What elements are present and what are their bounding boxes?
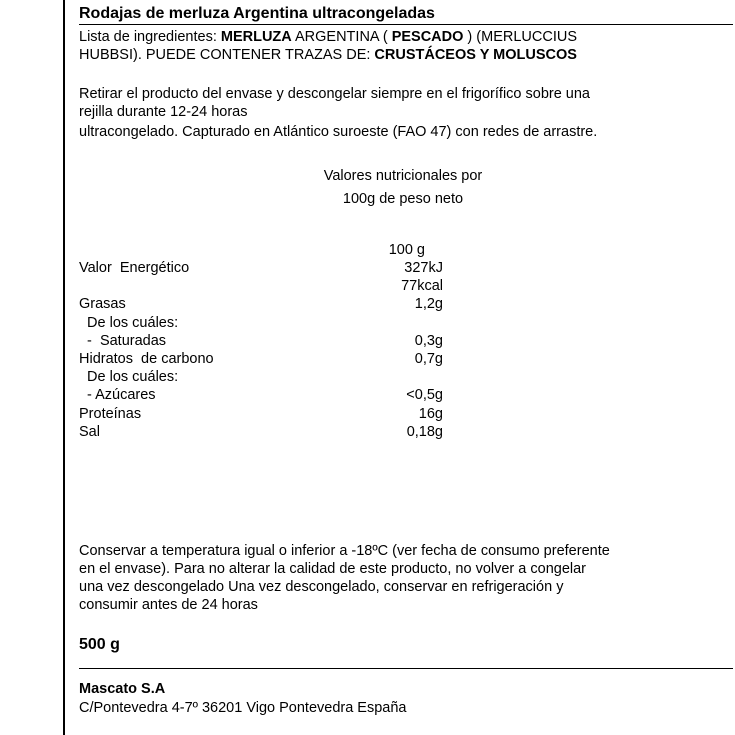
nutrition-column-header: 100 g [388, 242, 425, 258]
product-title: Rodajas de merluza Argentina ultracongeladas [79, 5, 435, 22]
nutrition-row-label: Hidratos de carbono [79, 351, 214, 367]
traces-prefix: HUBBSI). PUEDE CONTENER TRAZAS DE: [79, 47, 375, 63]
nutrition-row-label: De los cuáles: [79, 315, 179, 331]
nutrition-row-label: Grasas [79, 296, 126, 312]
ingredients-prefix: Lista de ingredientes: [79, 29, 221, 45]
nutrition-header-line-1: Valores nutricionales por [323, 168, 483, 184]
instructions-line-2: rejilla durante 12-24 horas [79, 104, 248, 120]
nutrition-row-value: 0,3g [414, 333, 443, 349]
nutrition-row-value: 327kJ [404, 260, 443, 276]
weight-divider [79, 668, 733, 669]
nutrition-header-line-2: 100g de peso neto [342, 191, 464, 207]
storage-line-4: consumir antes de 24 horas [79, 597, 258, 613]
nutrition-row-value: 1,2g [414, 296, 443, 312]
product-label [63, 0, 733, 735]
nutrition-row-value: 0,18g [406, 424, 443, 440]
storage-line-2: en el envase). Para no alterar la calidad de este producto, no volver a congelar [79, 561, 587, 577]
net-weight: 500 g [79, 636, 120, 653]
instructions-line-3: ultracongelado. Capturado en Atlántico suroeste (FAO 47) con redes de arrastre. [79, 124, 598, 140]
nutrition-row-label: - Saturadas [79, 333, 167, 349]
allergen-pescado: PESCADO [391, 29, 464, 45]
ingredients-line-1 [79, 28, 577, 46]
nutrition-row-value: 77kcal [401, 278, 443, 294]
instructions-line-1: Retirar el producto del envase y descongelar siempre en el frigorífico sobre una [79, 86, 590, 102]
nutrition-row-label: Proteínas [79, 406, 142, 422]
allergen-traces: CRUSTÁCEOS Y MOLUSCOS [374, 47, 577, 63]
nutrition-row-value: 0,7g [414, 351, 443, 367]
storage-line-1: Conservar a temperatura igual o inferior a -18ºC (ver fecha de consumo preferente [79, 543, 610, 559]
nutrition-row-value: 16g [418, 406, 443, 422]
nutrition-row-label: Valor Energético [79, 260, 190, 276]
storage-line-3: una vez descongelado Una vez descongelado, conservar en refrigeración y [79, 579, 564, 595]
ingredients-line-2 [79, 46, 577, 64]
ingredients-suffix: ) (MERLUCCIUS [463, 29, 577, 45]
title-divider [79, 24, 733, 25]
allergen-merluza: MERLUZA [220, 29, 292, 45]
nutrition-row-value: <0,5g [406, 387, 443, 403]
nutrition-row-label: Sal [79, 424, 100, 440]
company-address: C/Pontevedra 4-7º 36201 Vigo Pontevedra España [79, 700, 407, 716]
nutrition-header [313, 165, 493, 211]
nutrition-row-label: De los cuáles: [79, 369, 179, 385]
nutrition-row-label: - Azúcares [79, 387, 156, 403]
company-name: Mascato S.A [79, 681, 166, 697]
ingredients-mid: ARGENTINA ( [291, 29, 392, 45]
